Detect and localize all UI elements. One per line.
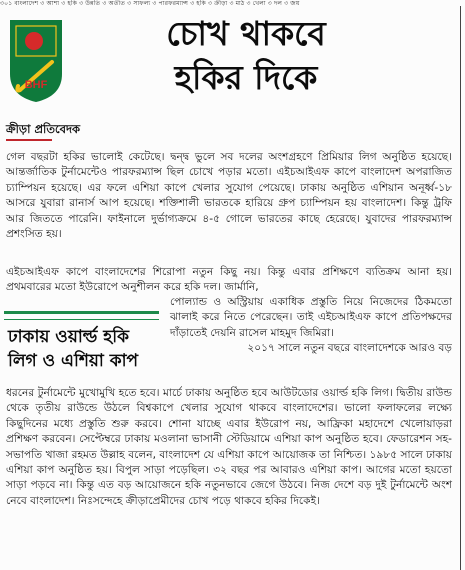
paragraph-3-lead: ২০১৭ সালে নতুন বছরে বাংলাদেশকে আরও বড় [247, 342, 452, 355]
subheading-rule-top [4, 311, 159, 314]
headline-line-2: হকির দিকে [174, 58, 318, 97]
subheading-rule-thin [4, 319, 159, 320]
logo-text: BHF [24, 79, 48, 91]
headline [96, 12, 396, 100]
byline-underline [6, 139, 52, 141]
article-paragraph-1: গেল বছরটা হকির ভালোই কেটেছে। দ্বন্দ্ব ভুলে সব দলের অংশগ্রহণে প্রিমিয়ার লিগ অনুষ্ঠিত হয়েছে। আন্তর্জাতিক টুর্নামেন্টেও পারফরম্যান্স ছিল চোখে পড়ার মতো। এইচআইএফ কাপে বাংলাদেশ অপরাজিত চ্যাম্পিয়ন হয়েছে। এর ফলে এশিয়া কাপে খেলার সুযোগ পেয়েছে। ঢাকায় অনুষ্ঠিত এশিয়ান অনূর্ধ্ব-১৮ আসরে যুবারা রানার্স আপ হয়েছে। শক্তিশালী ভারতকে হারিয়ে গ্রুপ চ্যাম্পিয়ন হয় বাংলাদেশ। কিন্তু ট্রফি আর জিততে পারেনি। ফাইনালে দুর্ভাগ্যক্রমে ৪-৫ গোলে ভারতের কাছে হেরেছে। যুবাদের পারফরম্যান্স প্রশংসিত হয়। [6, 151, 452, 241]
article-paragraph-2-intro: এইচআইএফ কাপে বাংলাদেশের শিরোপা নতুন কিছু নয়। কিন্তু এবার প্রশিক্ষণে ব্যতিক্রম আনা হয়। প্রথমবারের মতো ইউরোপে অনুশীলন করে হকি দল। জার্মানি, [6, 266, 452, 294]
top-strip-text: ৩০১ বাংলাদেশ ৩ আশা ৩ হকি ৩ উন্নতি ৩ অতীত ৩ সাফল্য ৩ পারফরম্যান্স ৩ হকি ৩ ক্রীড়া ৩ মাঠ ৩ খেলা ৩ দল ৩ জয় [0, 0, 300, 7]
bhf-logo [8, 18, 64, 104]
headline-line-1: চোখ থাকবে [166, 14, 326, 53]
paragraph-2-rest: পোল্যান্ড ও অস্ট্রিয়ায় একাধিক প্রস্তুতি নিয়ে নিজেদের ঠিকমতো ঝালাই করে নিতে পেরেছেন। তাই এইচআইএফ কাপে প্রতিপক্ষদের দাঁড়াতেই দেয়নি রাসেল মাহমুদ জিমিরা। [170, 296, 452, 339]
column-divider [460, 6, 461, 570]
byline: ক্রীড়া প্রতিবেদক [6, 122, 81, 136]
article-paragraph-3: ধরনের টুর্নামেন্টে মুখোমুখি হতে হবে। মার্চে ঢাকায় অনুষ্ঠিত হবে আউটডোর ওয়ার্ল্ড হকি লিগ। দ্বিতীয় রাউন্ড থেকে তৃতীয় রাউন্ডে উঠলে বিশ্বকাপে খেলার সুযোগ থাকবে বাংলাদেশের। ভালো ফলাফলের লক্ষ্যে কিছুদিনের মধ্যে প্রস্তুতি শুরু করবে। শোনা যাচ্ছে এবার ইউরোপ নয়, আফ্রিকা মহাদেশে খেলোয়াড়রা প্রশিক্ষণ করবেন। সেপ্টেম্বরে ঢাকায় মওলানা ভাসানী স্টেডিয়ামে এশিয়া কাপ অনুষ্ঠিত হবে। ফেডারেশন সহ-সভাপতি খাজা রহমত উল্লাহ বলেন, বাংলাদেশ যে এশিয়া কাপে আয়োজক তা নিশ্চিত। ১৯৮৫ সালে ঢাকায় এশিয়া কাপ অনুষ্ঠিত হয়। বিপুল সাড়া পড়েছিল। ৩২ বছর পর আবারও এশিয়া কাপ। আগের মতো হয়তো সাড়া পড়বে না। কিন্তু এত বড় আয়োজনে হকি নতুনভাবে জেগে উঠবে। নিজ দেশে বড় দুই টুর্নামেন্টে অংশ নেবে বাংলাদেশ। নিঃসন্দেহে ক্রীড়াপ্রেমীদের চোখ পড়ে থাকবে হকির দিকেই। [6, 387, 452, 507]
article-paragraph-2-continued [170, 295, 452, 357]
subheading-box [4, 303, 159, 383]
subheading: ঢাকায় ওয়ার্ল্ড হকি লিগ ও এশিয়া কাপ [8, 327, 139, 371]
